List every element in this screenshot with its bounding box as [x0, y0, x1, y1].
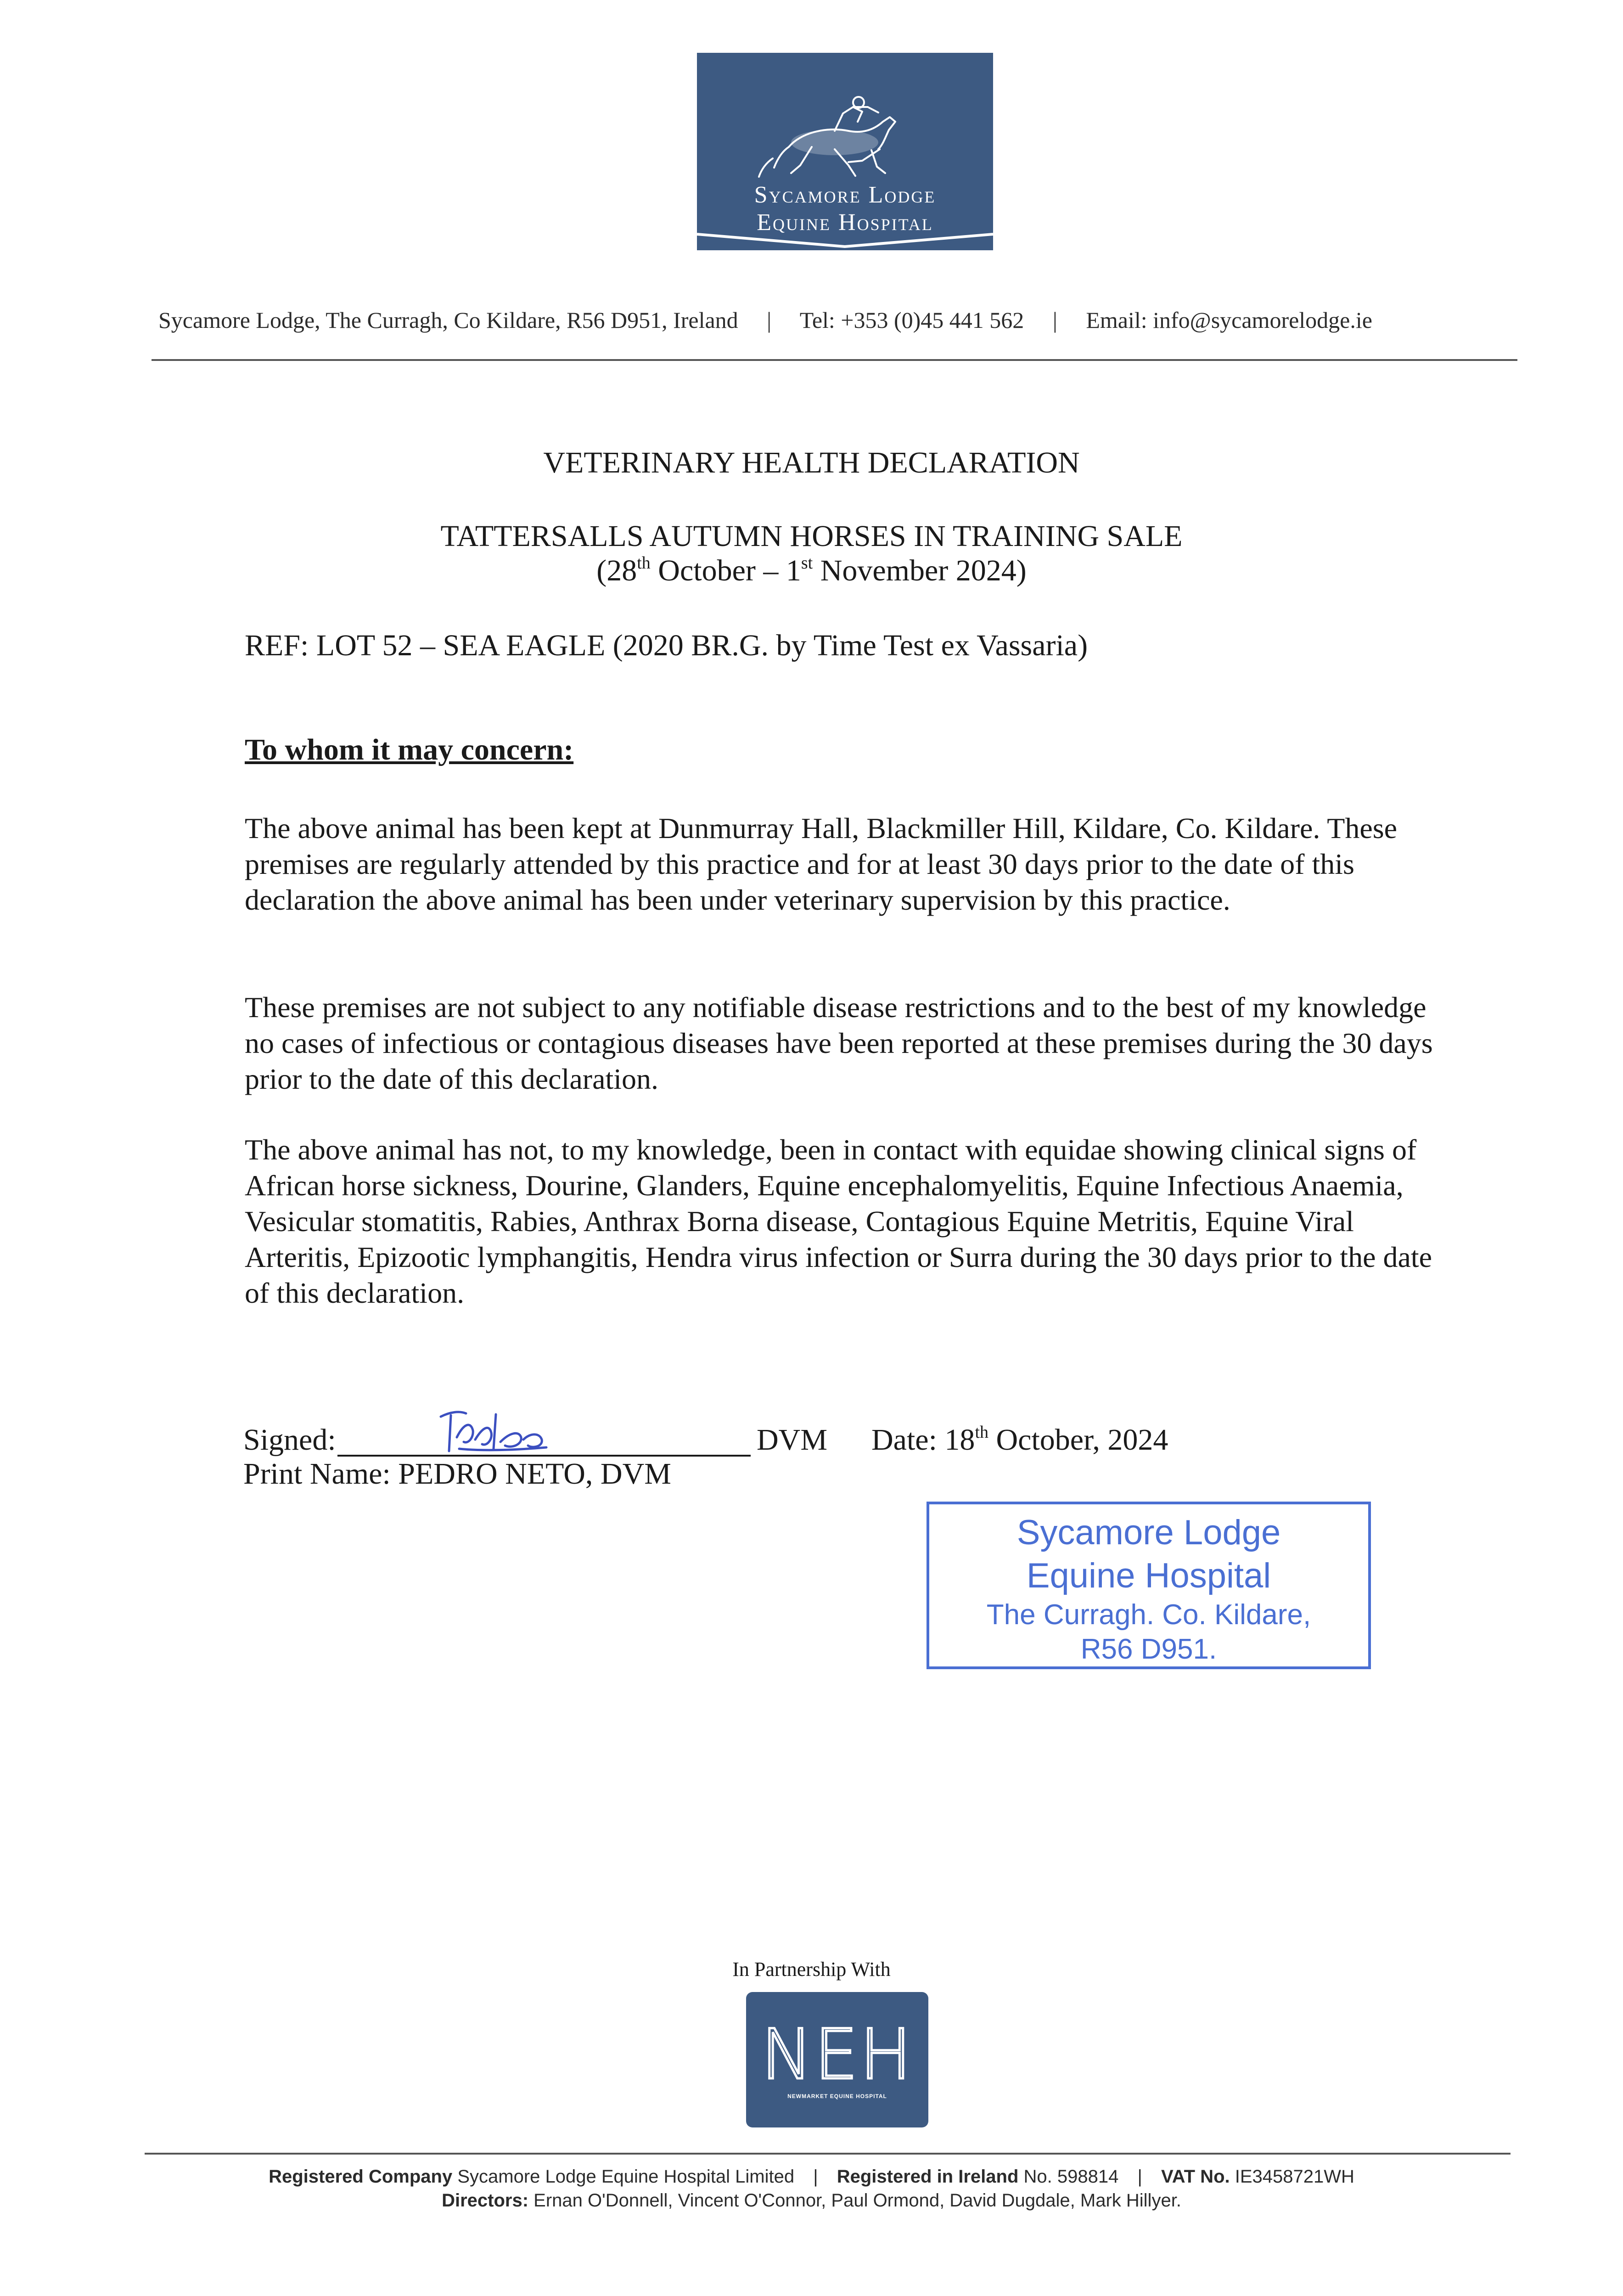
neh-logo-subtext: NEWMARKET EQUINE HOSPITAL [787, 2093, 887, 2099]
hospital-stamp [927, 1502, 1371, 1669]
address: Sycamore Lodge, The Curragh, Co Kildare, R56 D951, Ireland [158, 307, 738, 333]
signature-icon [432, 1405, 556, 1460]
stamp-line1: Sycamore Lodge [1016, 1513, 1281, 1552]
salutation: To whom it may concern: [245, 733, 574, 766]
logo-text-line1: Sycamore Lodge [754, 182, 936, 208]
footer-directors: Directors: Ernan O'Donnell, Vincent O'Connor, Paul Ormond, David Dugdale, Mark Hillyer. [442, 2190, 1181, 2211]
signed-label: Signed: [243, 1423, 336, 1457]
sale-title: TATTERSALLS AUTUMN HORSES IN TRAINING SALE [440, 519, 1183, 553]
paragraph-2: These premises are not subject to any notifiable disease restrictions and to the best of my knowledge no cases of infectious or contagious diseases have been reported at these premises during the 30 days prior to the date of this declaration. [245, 991, 1433, 1095]
footer-registration: Registered Company Sycamore Lodge Equine Hospital Limited | Registered in Ireland No. 598814 | VAT No. IE3458721WH [269, 2167, 1354, 2187]
reference-line: REF: LOT 52 – SEA EAGLE (2020 BR.G. by Time Test ex Vassaria) [245, 629, 1088, 662]
partnership-label: In Partnership With [732, 1958, 891, 1981]
stamp-line2: Equine Hospital [1026, 1556, 1271, 1595]
neh-logo-text: NEH [761, 2015, 914, 2095]
paragraph-1: The above animal has been kept at Dunmurray Hall, Blackmiller Hill, Kildare, Co. Kildare. These premises are regularly attended by this practice and for at least 30 days prior to the date of this declaration the above animal has been under veterinary supervision by this practice. [245, 812, 1398, 916]
email[interactable]: Email: info@sycamorelodge.ie [1086, 307, 1372, 333]
logo-text-line2: Equine Hospital [757, 209, 933, 236]
print-name: Print Name: PEDRO NETO, DVM [243, 1457, 671, 1491]
date: Date: 18th October, 2024 [871, 1423, 1168, 1457]
dvm-label: DVM [757, 1423, 828, 1457]
neh-logo [746, 1992, 928, 2127]
header-divider [152, 359, 1517, 361]
separator: | [1052, 307, 1057, 333]
stamp-line3: The Curragh. Co. Kildare, [986, 1599, 1311, 1631]
sale-dates: (28th October – 1st November 2024) [596, 553, 1027, 587]
stamp-line4: R56 D951. [1080, 1633, 1217, 1665]
contact-line [158, 307, 1517, 333]
hospital-logo [697, 53, 993, 250]
phone: Tel: +353 (0)45 441 562 [799, 307, 1024, 333]
separator: | [767, 307, 772, 333]
paragraph-3: The above animal has not, to my knowledge, been in contact with equidae showing clinical signs of African horse sickness, Dourine, Glanders, Equine encephalomyelitis, Equine Infectious Anaemia, Vesicular stomatitis, Rabies, Anthrax Borna disease, Contagious Equine Metritis, Equine Viral Arteritis, Epizootic lymphangitis, Hendra virus infection or Surra during the 30 days prior to the date of this declaration. [245, 1133, 1432, 1309]
document-title: VETERINARY HEALTH DECLARATION [543, 446, 1080, 479]
footer-divider [145, 2153, 1511, 2155]
